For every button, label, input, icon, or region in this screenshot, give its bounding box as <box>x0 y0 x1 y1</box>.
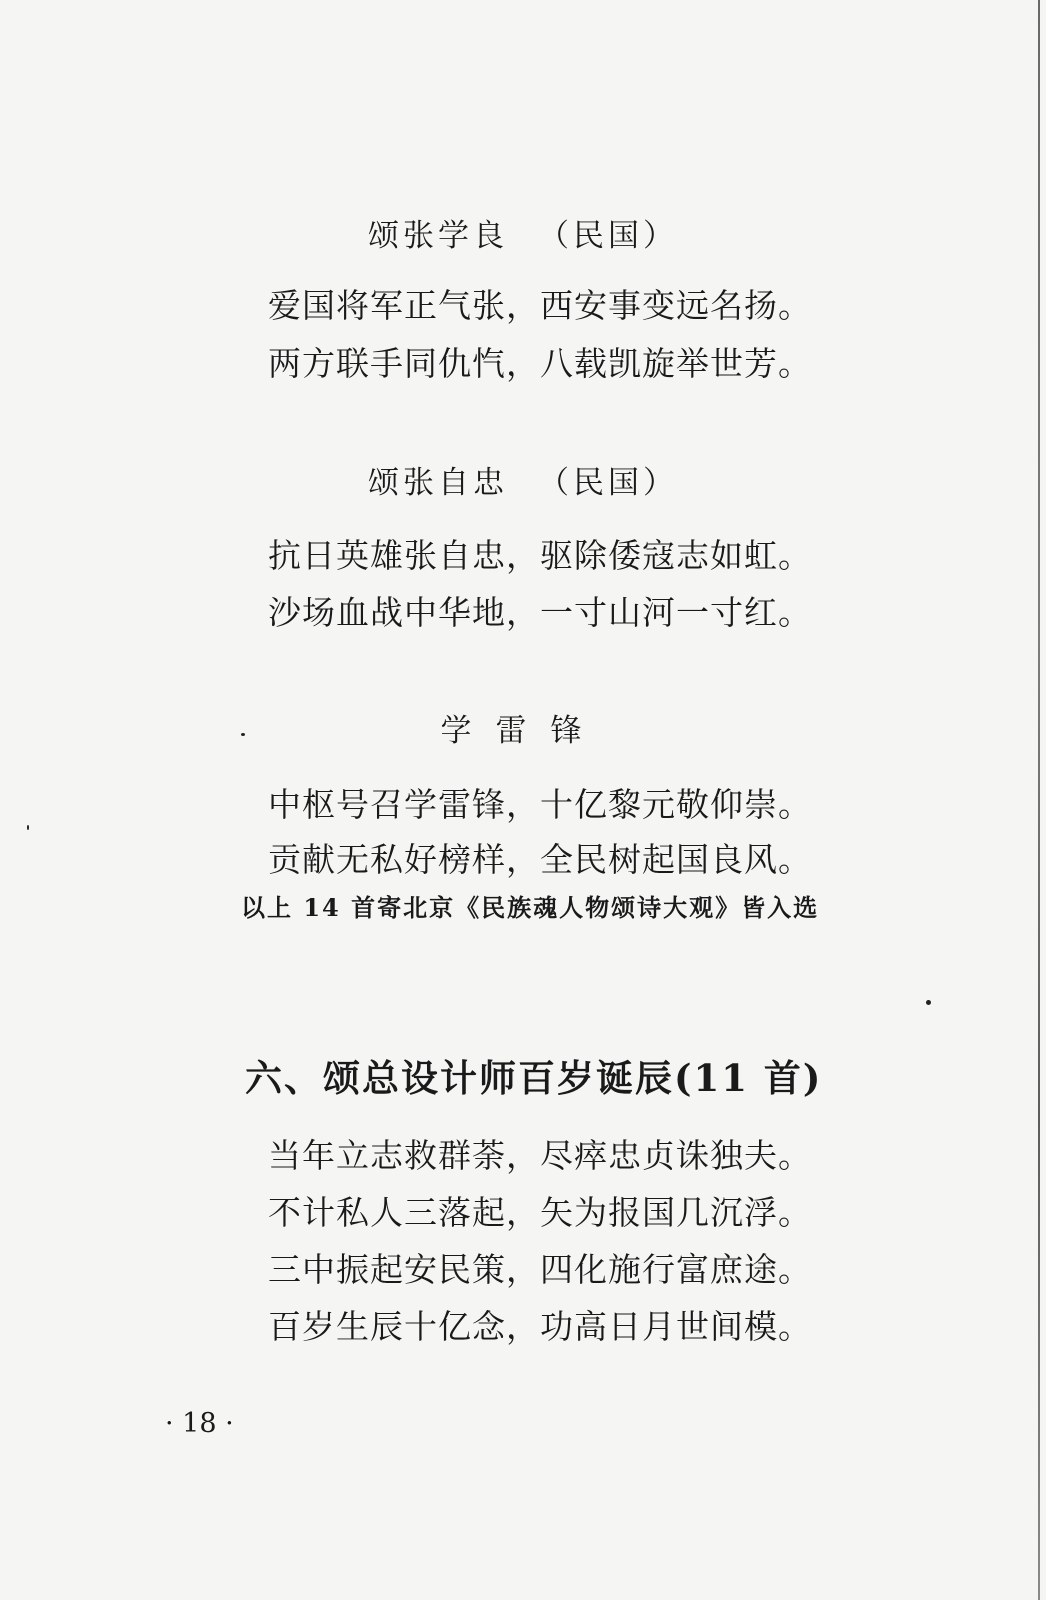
poem-line: 爱国将军正气张，西安事变远名扬。 <box>268 286 812 325</box>
page-number: · 18 · <box>165 1408 234 1439</box>
dust-speck <box>27 825 29 830</box>
poem-line: 三中振起安民策，四化施行富庶途。 <box>268 1250 812 1289</box>
section-heading: 六、颂总设计师百岁诞辰(11 首) <box>245 1056 823 1100</box>
poem-title-text: 颂张学良 <box>368 218 508 254</box>
poem-line: 中枢号召学雷锋，十亿黎元敬仰崇。 <box>268 785 812 824</box>
selection-note: 以上 14 首寄北京《民族魂人物颂诗大观》皆入选 <box>241 893 820 922</box>
poem-era: （民国） <box>538 465 678 501</box>
poem-line: 两方联手同仇忾，八载凯旋举世芳。 <box>268 344 812 383</box>
poem-title-learn-from-lei-feng: 学雷锋 <box>440 713 606 749</box>
poem-title-text: 颂张自忠 <box>368 465 508 501</box>
poem-line: 沙场血战中华地，一寸山河一寸红。 <box>268 593 812 632</box>
poem-era: （民国） <box>538 218 678 254</box>
poem-line: 抗日英雄张自忠，驱除倭寇志如虹。 <box>268 536 812 575</box>
poem-line: 不计私人三落起，矢为报国几沉浮。 <box>268 1193 812 1232</box>
poem-line: 百岁生辰十亿念，功高日月世间模。 <box>268 1307 812 1346</box>
dust-speck <box>926 1000 931 1005</box>
poem-title-zhang-xueliang <box>0 210 1046 255</box>
poem-line: 当年立志救群荼，尽瘁忠贞诛独夫。 <box>268 1136 812 1175</box>
poem-title-zhang-zizhong <box>0 457 1046 502</box>
poem-line: 贡献无私好榜样，全民树起国良风。 <box>268 840 812 879</box>
